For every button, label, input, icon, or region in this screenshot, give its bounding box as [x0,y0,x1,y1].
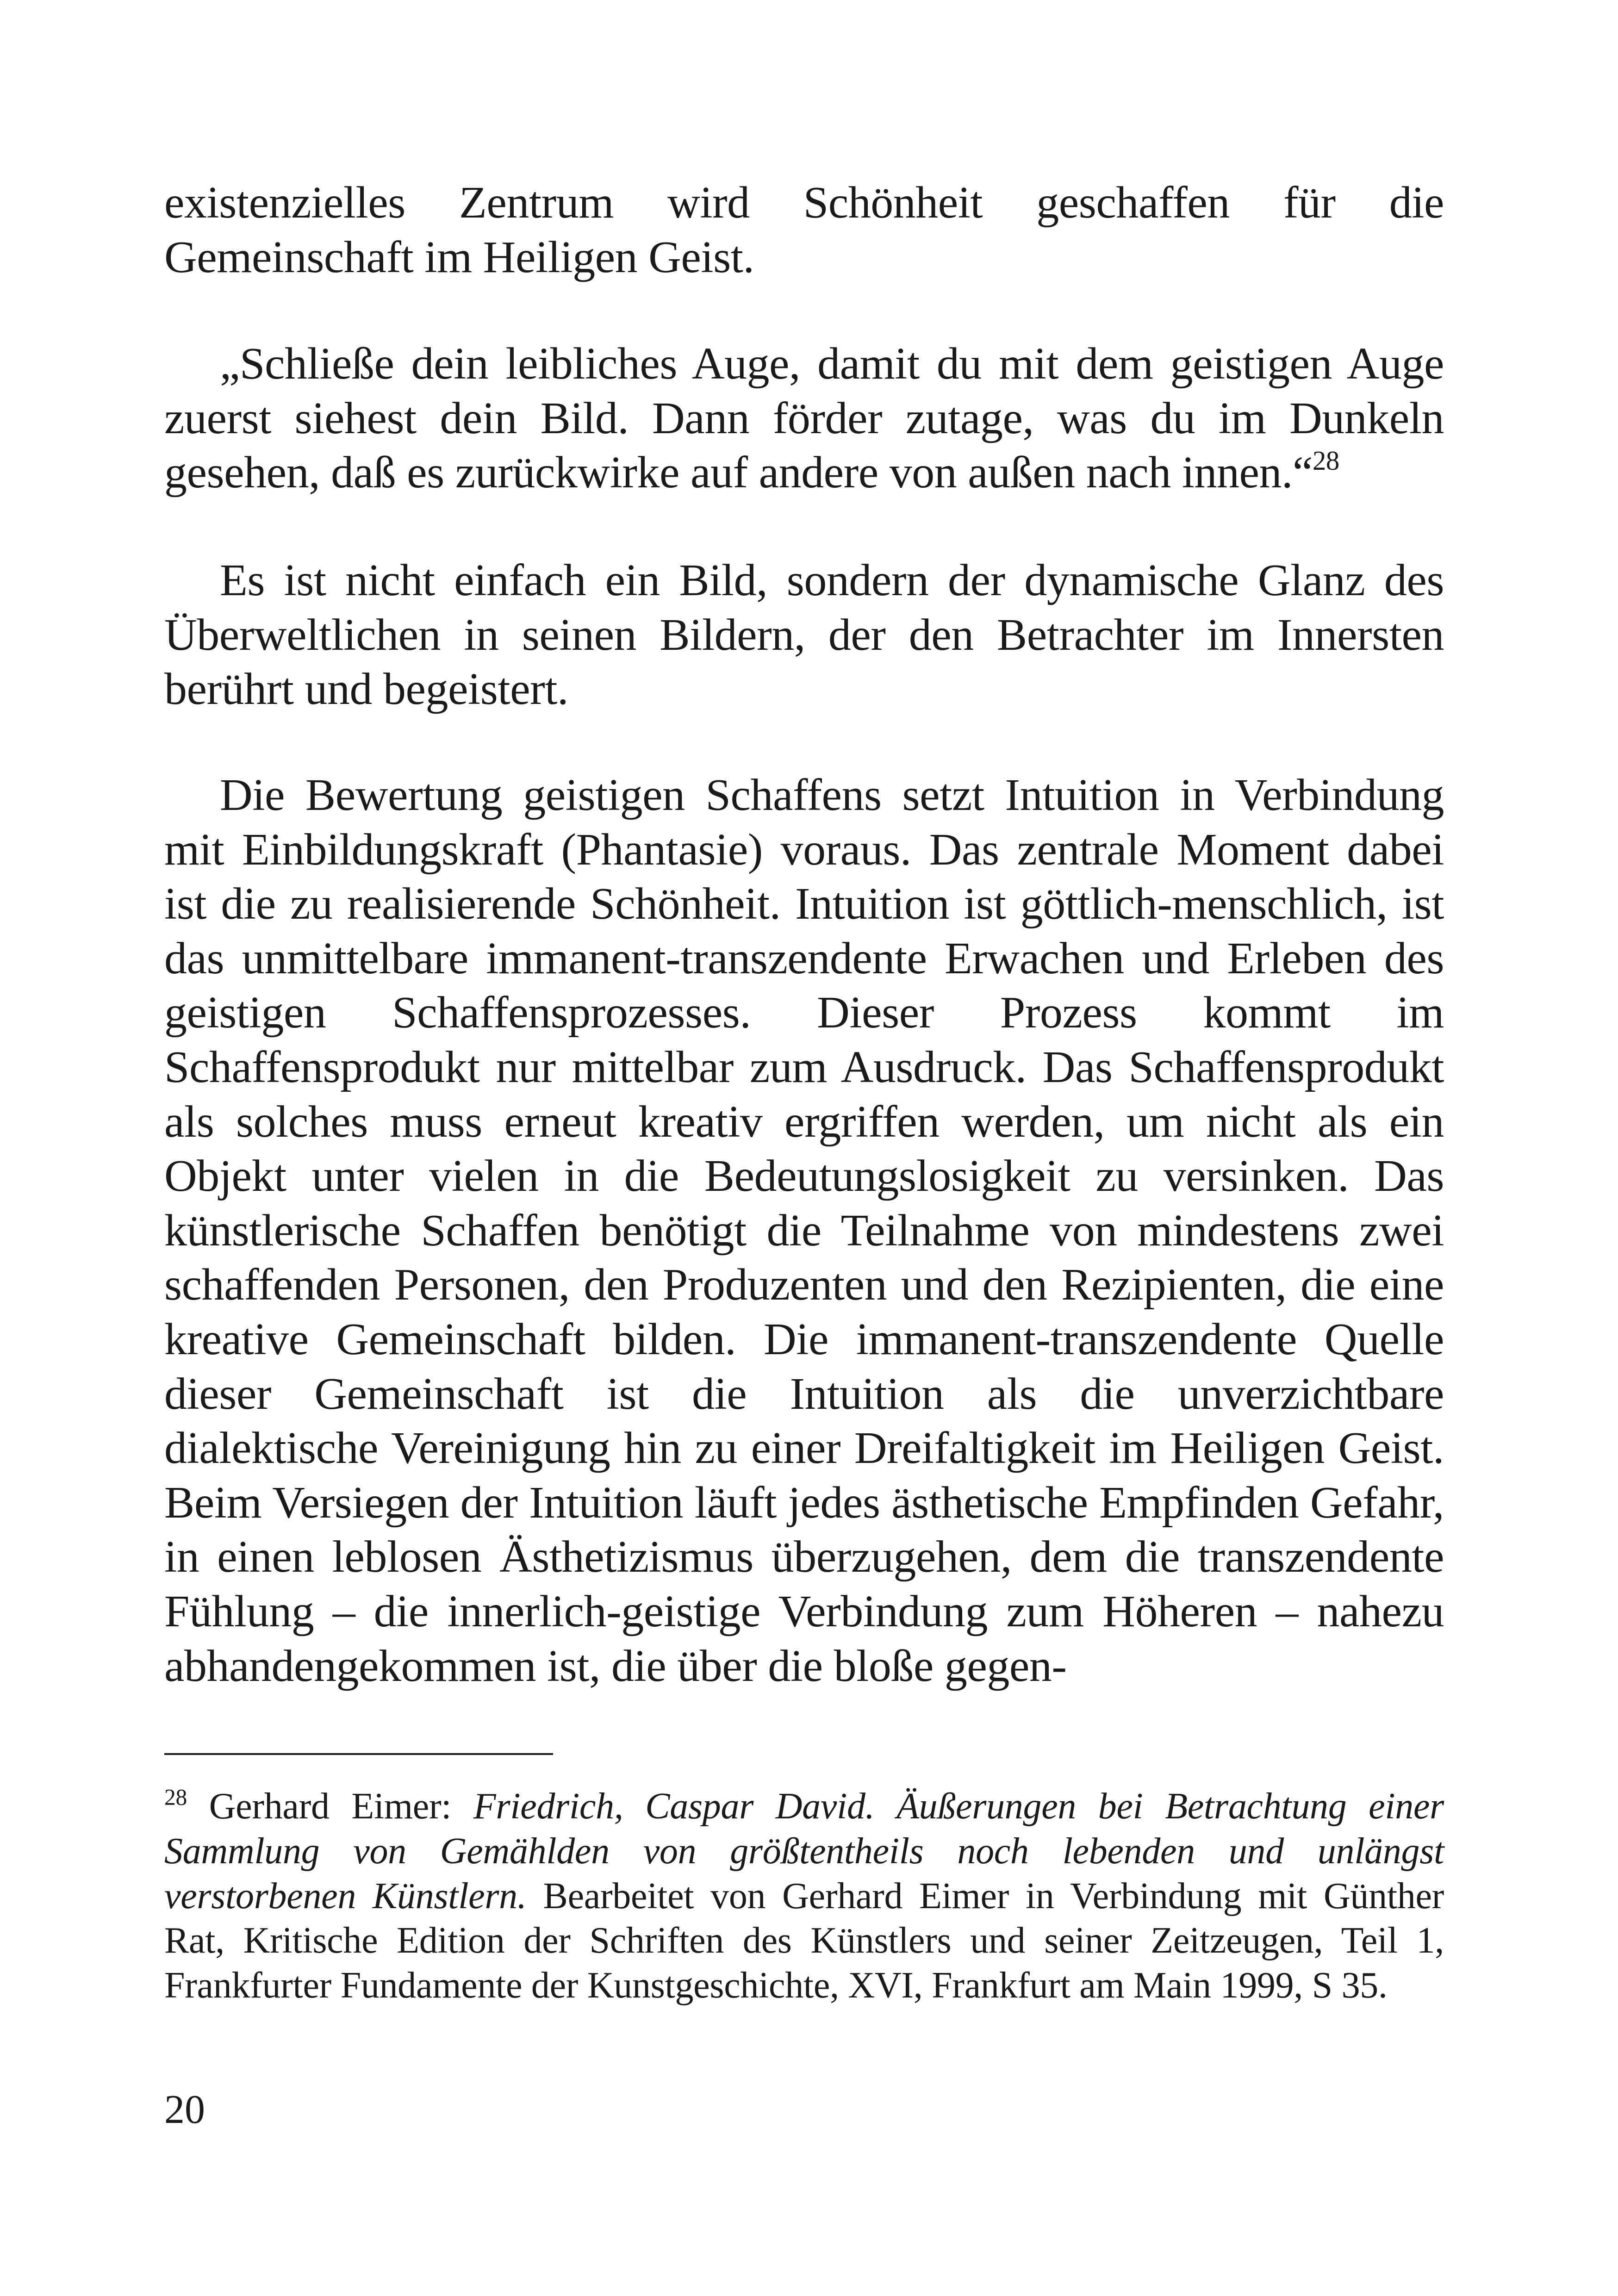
footnote-details: Bearbeitet von Gerhard Eimer in Verbindung mit Günther Rat, Kritische Edition der Schriften des Künstlers und seiner Zeitzeugen, Teil 1, Frankfurter Fundamente der Kunstgeschichte, XVI, Frankfurt am Main 1999, S 35. [164,1875,1444,2006]
paragraph-text: Die Bewertung geistigen Schaffens setzt Intuition in Verbindung mit Einbildungskraft (Phantasie) voraus. Das zentrale Moment dabei ist die zu realisierende Schönheit. Intuition ist göttlich-menschlich, ist das unmittelbare immanent-transzendente Erwachen und Erleben des geistigen Schaffensprozesses. Dieser Prozess kommt im Schaffensprodukt nur mittelbar zum Ausdruck. Das Schaffensprodukt als solches muss erneut kreativ ergriffen werden, um nicht als ein Objekt unter vielen in die Bedeutungslosigkeit zu versinken. Das künstlerische Schaffen benötigt die Teilnahme von mindestens zwei schaffenden Personen, den Produzenten und den Rezipienten, die eine kreative Gemeinschaft bilden. Die immanent-transzendente Quelle dieser Gemeinschaft ist die Intuition als die unverzichtbare dialektische Vereinigung hin zu einer Dreifaltigkeit im Heiligen Geist. Beim Versiegen der Intuition läuft jedes ästhetische Empfinden Gefahr, in einen leblosen Ästhetizismus überzugehen, dem die transzendente Fühlung – die innerlich-geistige Verbindung zum Höheren – nahezu abhandengekommen ist, die über die bloße gegen- [164,770,1444,1691]
footnote-divider [164,1753,553,1755]
footnote-number: 28 [164,1784,187,1810]
footnote [164,1784,1444,2008]
footnote-reference[interactable]: 28 [1313,445,1339,476]
paragraph [164,554,1444,717]
footnote-title: Friedrich, Caspar David. Äußerungen bei Betrachtung einer Sammlung von Gemählden von größtentheils noch lebenden und unlängst verstorbenen Künstlern. [164,1786,1444,1916]
paragraph-continuation [164,176,1444,285]
quote-text: „Schließe dein leibliches Auge, damit du mit dem geistigen Auge zuerst siehest dein Bild. Dann förder zutage, was du im Dunkeln gesehen, daß es zurückwirke auf andere von außen nach innen.“ [164,339,1444,498]
paragraph [164,768,1444,1693]
paragraph-text: existenzielles Zentrum wird Schönheit geschaffen für die Gemeinschaft im Heiligen Geist. [164,178,1444,282]
footnote-author: Gerhard Eimer: [209,1786,452,1827]
paragraph-text: Es ist nicht einfach ein Bild, sondern der dynamische Glanz des Überweltlichen in seinen Bildern, der den Betrachter im Innersten berührt und begeistert. [164,555,1444,715]
quote-paragraph [164,337,1444,500]
page-number: 20 [164,2087,205,2132]
